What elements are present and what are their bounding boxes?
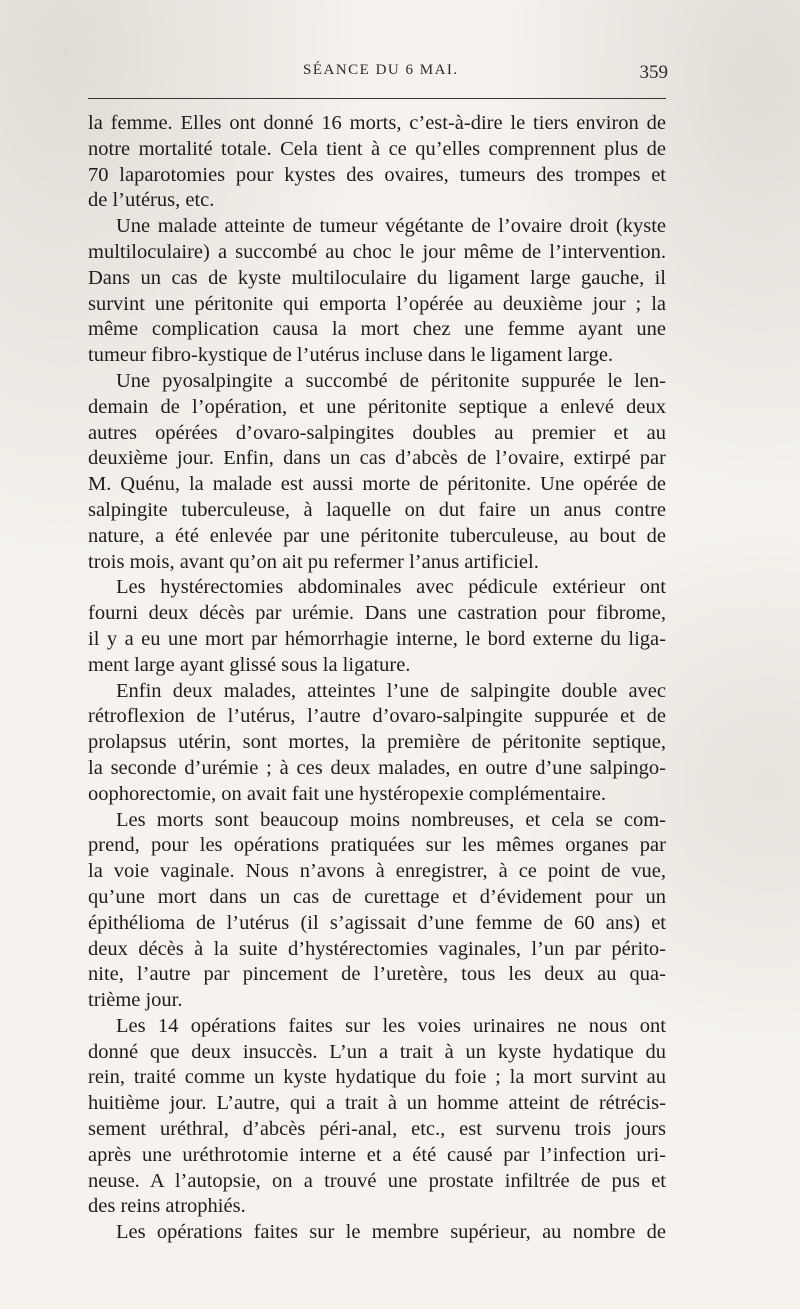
text-line: prend, pour les opérations pratiquées sur les mêmes organes par bbox=[88, 834, 666, 857]
text-line: oophorectomie, on avait fait une hystéropexie complémentaire. bbox=[88, 782, 607, 805]
text-line: 70 laparotomies pour kystes des ovaires, tumeurs des trompes et bbox=[88, 163, 666, 186]
text-line: donné que deux insuccès. L’un a trait à un kyste hydatique du bbox=[88, 1040, 666, 1063]
text-line: demain de l’opération, et une péritonite septique a enlevé deux bbox=[88, 395, 666, 418]
text-line: salpingite tuberculeuse, à laquelle on dut faire un anus contre bbox=[88, 498, 666, 521]
text-line: Les morts sont beaucoup moins nombreuses, et cela se com- bbox=[116, 808, 666, 831]
text-line: épithélioma de l’utérus (il s’agissait d’une femme de 60 ans) et bbox=[88, 911, 666, 934]
text-line: Les opérations faites sur le membre supérieur, au nombre de bbox=[116, 1221, 666, 1244]
text-line: sement uréthral, d’abcès péri-anal, etc., est survenu trois jours bbox=[88, 1118, 666, 1141]
text-line: nite, l’autre par pincement de l’uretère, tous les deux au qua- bbox=[88, 963, 666, 986]
text-line: rétroflexion de l’utérus, l’autre d’ovaro-salpingite suppurée et de bbox=[88, 705, 666, 728]
text-line: il y a eu une mort par hémorrhagie interne, le bord externe du liga- bbox=[88, 627, 666, 650]
text-line: multiloculaire) a succombé au choc le jour même de l’intervention. bbox=[88, 240, 666, 263]
text-line: même complication causa la mort chez une femme ayant une bbox=[88, 318, 666, 341]
text-line: notre mortalité totale. Cela tient à ce qu’elles comprennent plus de bbox=[88, 137, 666, 160]
text-line: Dans un cas de kyste multiloculaire du ligament large gauche, il bbox=[88, 266, 666, 289]
text-line: neuse. A l’autopsie, on a trouvé une prostate infiltrée de pus et bbox=[88, 1169, 666, 1192]
text-line: trois mois, avant qu’on ait pu refermer l’anus artificiel. bbox=[88, 550, 539, 573]
text-line: huitième jour. L’autre, qui a trait à un homme atteint de rétrécis- bbox=[88, 1092, 666, 1115]
text-line: M. Quénu, la malade est aussi morte de péritonite. Une opérée de bbox=[88, 473, 666, 496]
text-line: nature, a été enlevée par une péritonite tuberculeuse, au bout de bbox=[88, 524, 666, 547]
text-line: tumeur fibro-kystique de l’utérus incluse dans le ligament large. bbox=[88, 344, 614, 367]
text-line: Une pyosalpingite a succombé de péritonite suppurée le len- bbox=[116, 369, 666, 392]
running-head: SÉANCE DU 6 MAI. bbox=[303, 62, 459, 78]
text-line: des reins atrophiés. bbox=[88, 1195, 246, 1218]
text-line: rein, traité comme un kyste hydatique du foie ; la mort survint au bbox=[88, 1066, 666, 1089]
text-line: de l’utérus, etc. bbox=[88, 189, 215, 212]
text-line: autres opérées d’ovaro-salpingites doubles au premier et au bbox=[88, 421, 666, 444]
text-line: la seconde d’urémie ; à ces deux malades, en outre d’une salpingo- bbox=[88, 756, 666, 779]
body-text bbox=[88, 111, 666, 1246]
text-line: deuxième jour. Enfin, dans un cas d’abcès de l’ovaire, extirpé par bbox=[88, 447, 666, 470]
text-line: Les hystérectomies abdominales avec pédicule extérieur ont bbox=[116, 576, 666, 599]
text-line: trième jour. bbox=[88, 989, 183, 1012]
text-line: fourni deux décès par urémie. Dans une castration pour fibrome, bbox=[88, 602, 666, 625]
text-line: Les 14 opérations faites sur les voies urinaires ne nous ont bbox=[116, 1014, 666, 1037]
text-line: Une malade atteinte de tumeur végétante de l’ovaire droit (kyste bbox=[116, 215, 666, 238]
header-rule bbox=[88, 98, 666, 99]
text-line: qu’une mort dans un cas de curettage et d’évidement pour un bbox=[88, 885, 666, 908]
text-line: ment large ayant glissé sous la ligature. bbox=[88, 653, 411, 676]
text-line: Enfin deux malades, atteintes l’une de salpingite double avec bbox=[116, 679, 666, 702]
text-line: prolapsus utérin, sont mortes, la première de péritonite septique, bbox=[88, 731, 666, 754]
page-number: 359 bbox=[639, 62, 668, 83]
text-line: deux décès à la suite d’hystérectomies vaginales, l’un par périto- bbox=[88, 937, 666, 960]
text-line: la voie vaginale. Nous n’avons à enregistrer, à ce point de vue, bbox=[88, 860, 666, 883]
text-line: après une uréthrotomie interne et a été causé par l’infection uri- bbox=[88, 1143, 666, 1166]
page-header bbox=[88, 62, 668, 88]
text-line: survint une péritonite qui emporta l’opérée au deuxième jour ; la bbox=[88, 292, 666, 315]
text-line: la femme. Elles ont donné 16 morts, c’est-à-dire le tiers environ de bbox=[88, 112, 666, 134]
